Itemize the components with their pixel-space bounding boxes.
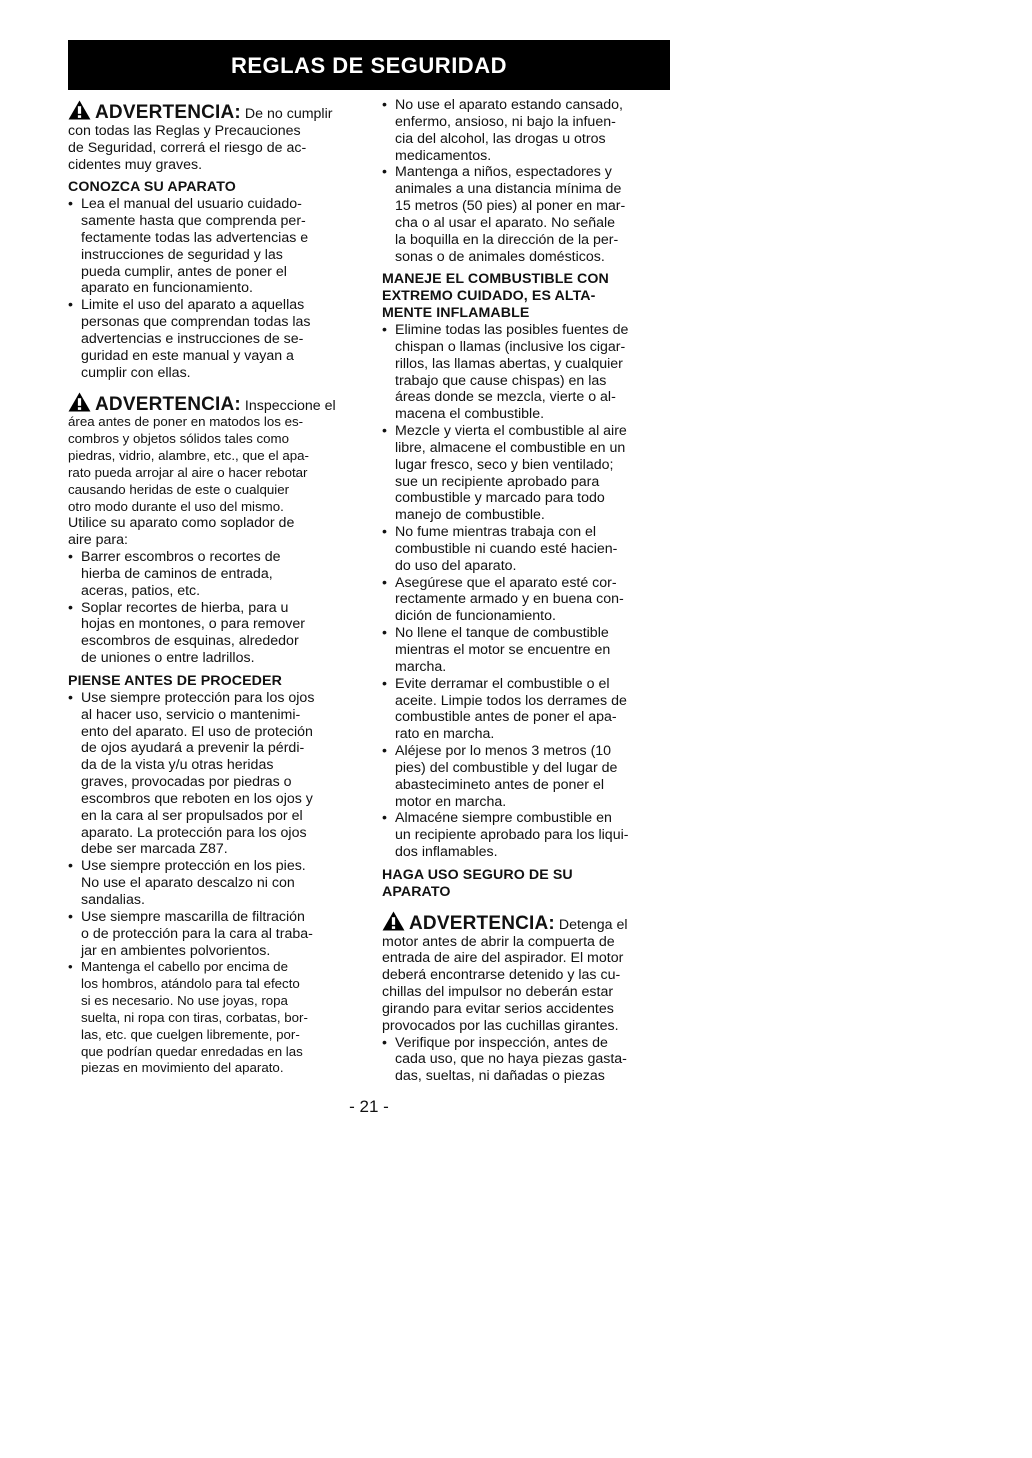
list-item: • Elimine todas las posibles fuentes de chispan o llamas (inclusive los cigar- rillos, las llamas abertas, y cualquier trabajo que cause chispas) en las áreas donde se mezcla, vierte o al- macena el combustible. [382,322,674,423]
page-number: - 21 - [349,1097,389,1116]
list-item: • No llene el tanque de combustible mientras el motor se encuentre en marcha. [382,625,674,676]
list-item: • Evite derramar el combustible o el aceite. Limpie todos los derrames de combustible antes de poner el apa- rato en marcha. [382,676,674,743]
bullet-list [68,690,364,1077]
warning-label: ADVERTENCIA: [409,912,555,934]
warning-lead-text: Inspeccione el [244,397,336,414]
warning-label: ADVERTENCIA: [95,393,241,415]
warning-text: motor antes de abrir la compuerta de entrada de aire del aspirador. El motor deberá encontrarse detenido y las cu- chillas del impulsor no deberán estar girando para evitar serios accidentes provocados por las cuchillas girantes. [382,933,624,1034]
bullet-list [382,1035,674,1086]
warning-lead-text: Detenga el [558,916,628,933]
warning-lead-text: De no cumplir [244,106,333,122]
list-item: • Lea el manual del usuario cuidado- samente hasta que comprenda per- fectamente todas las advertencias e instrucciones de seguridad y las pueda cumplir, antes de poner el aparato en funcionamiento. [68,196,364,297]
warning-text: con todas las Reglas y Precauciones de Seguridad, correrá el riesgo de ac- cidentes muy graves. [68,122,307,173]
bullet-list [68,549,364,667]
section-heading: MANEJE EL COMBUSTIBLE CON EXTREMO CUIDADO, ES ALTA- MENTE INFLAMABLE [382,271,609,322]
list-item: • Limite el uso del aparato a aquellas personas que comprendan todas las advertencias e instrucciones de se- guridad en este manual y vayan a cumplir con ellas. [68,297,364,381]
bullet-list [382,97,674,265]
list-item: • Use siempre mascarilla de filtración o de protección para la cara al traba- jar en ambientes polvorientos. [68,909,364,960]
list-item: • Mantenga el cabello por encima de los hombros, atándolo para tal efecto si es necesario. No use joyas, ropa suelta, ni ropa con tiras, corbatas, bor- las, etc. que cuelgen libremente, por- que podrían quedar enredadas en las piezas en movimiento del aparato. [68,959,364,1077]
list-item: • Verifique por inspección, antes de cada uso, que no haya piezas gasta- das, sueltas, ni dañadas o piezas [382,1035,674,1086]
list-item: • Mezcle y vierta el combustible al aire libre, almacene el combustible en un lugar fresco, seco y bien ventilado; sue un recipiente aprobado para combustible y marcado para todo manejo de combustible. [382,423,674,524]
warning-text: área antes de poner en matodos los es- combros y objetos sólidos tales como piedras, vidrio, alambre, etc., que el apa- rato pueda arrojar al aire o hacer rebotar causando heridas de este o cualquier otro modo durante el uso del mismo. [68,414,309,514]
list-item: • No use el aparato estando cansado, enfermo, ansioso, ni bajo la infuen- cia del alcohol, las drogas u otros medicamentos. [382,97,674,164]
list-item: • Soplar recortes de hierba, para u hojas en montones, o para remover escombros de esquinas, alrededor de uniones o entre ladrillos. [68,600,364,667]
list-item: • Aléjese por lo menos 3 metros (10 pies) del combustible y del lugar de abastecimineto antes de poner el motor en marcha. [382,743,674,810]
warning-block-2 [68,392,364,668]
usage-intro: Utilice su aparato como soplador de aire para: [68,515,295,549]
warning-icon [382,911,405,931]
page-title: REGLAS DE SEGURIDAD [68,40,670,90]
bullet-list [382,322,674,861]
section-heading: HAGA USO SEGURO DE SU APARATO [382,866,573,900]
list-item: • No fume mientras trabaja con el combustible ni cuando esté hacien- do uso del aparato. [382,524,674,575]
right-column [382,97,674,1085]
warning-label: ADVERTENCIA: [95,102,241,123]
warning-block-3 [382,911,674,1085]
list-item: • Mantenga a niños, espectadores y animales a una distancia mínima de 15 metros (50 pies) al poner en mar- cha o al usar el aparato. No señale la boquilla en la dirección de la per- sonas o de animales domésticos. [382,164,674,265]
list-item: • Use siempre protección para los ojos al hacer uso, servicio o mantenimi- ento del aparato. El uso de proteción de ojos ayudará a prevenir la pérdi- da de la vista y/u otras heridas graves, provocadas por piedras o escombros que reboten en los ojos y en la cara al ser propulsados por el aparato. La protección para los ojos debe ser marcada Z87. [68,690,364,858]
warning-icon [68,100,91,120]
list-item: • Barrer escombros o recortes de hierba de caminos de entrada, aceras, patios, etc. [68,549,364,600]
list-item: • Almacéne siempre combustible en un recipiente aprobado para los liqui- dos inflamables. [382,810,674,861]
left-column [68,100,364,1077]
list-item: • Use siempre protección en los pies. No use el aparato descalzo ni con sandalias. [68,858,364,909]
list-item: • Asegúrese que el aparato esté cor- rectamente armado y en buena con- dición de funcionamiento. [382,575,674,626]
section-heading: CONOZCA SU APARATO [68,179,236,196]
warning-block-1 [68,100,364,173]
warning-icon [68,392,91,412]
section-heading: PIENSE ANTES DE PROCEDER [68,673,282,689]
bullet-list [68,196,364,381]
